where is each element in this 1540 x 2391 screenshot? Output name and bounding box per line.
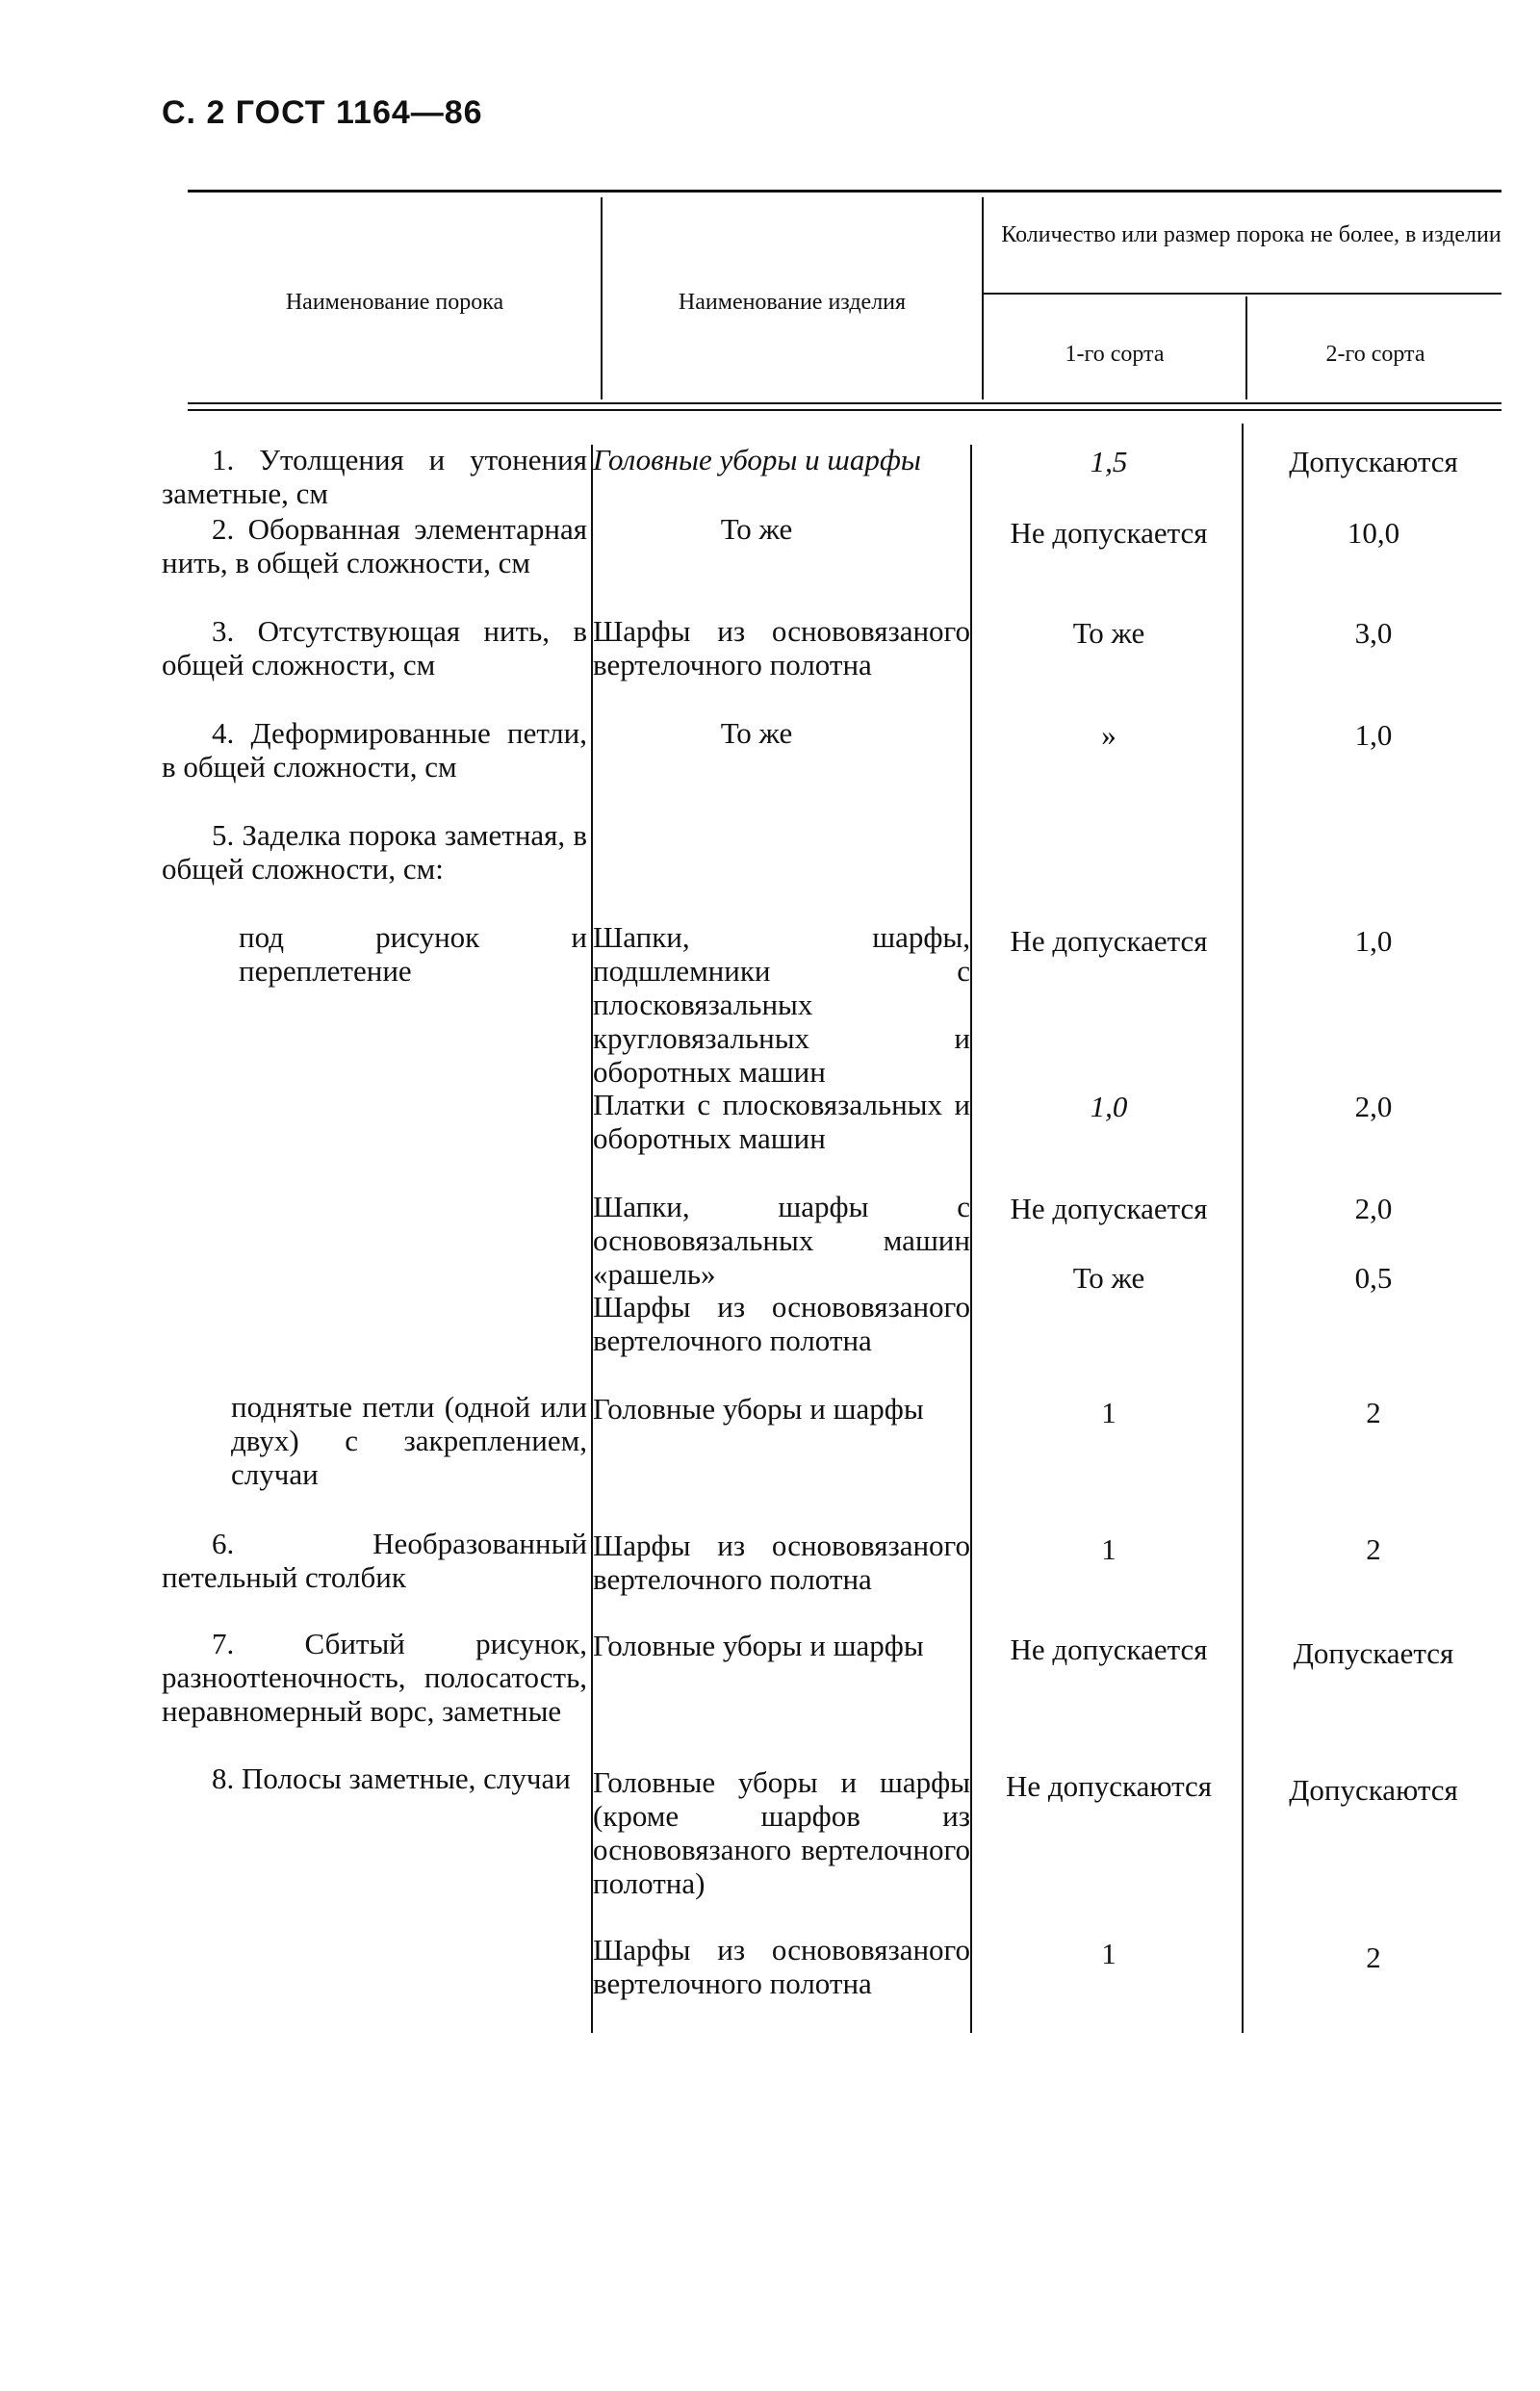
row5b-item: Платки с плосковязальных и оборотных машин — [593, 1088, 970, 1155]
row5a-grade2: 1,0 — [1354, 924, 1393, 958]
page-header: С. 2 ГОСТ 1164—86 — [162, 94, 483, 131]
row1-grade2: Допускаются — [1289, 445, 1458, 478]
row5a-grade1: Не допускается — [1010, 924, 1208, 958]
row1-item: Головные уборы и шарфы — [593, 443, 921, 476]
column-header-item: Наименование изделия — [678, 290, 907, 315]
row3-grade2: 3,0 — [1354, 616, 1393, 650]
row2-item: То же — [720, 512, 793, 546]
row2-grade2: 10,0 — [1347, 516, 1400, 550]
row5c-grade2: 2,0 — [1354, 1192, 1393, 1225]
row5c-item: Шапки, шарфы с основовязальных машин «рашель» — [593, 1190, 970, 1291]
row4-grade1: » — [1101, 718, 1116, 752]
row8-defect: 8. Полосы заметные, случаи — [212, 1761, 571, 1795]
header-bottom-rule-double — [188, 409, 1502, 411]
row7-grade1: Не допускается — [1010, 1633, 1208, 1666]
row4-defect: 4. Деформированные петли, в общей сложности, см — [162, 716, 587, 784]
column-header-defect: Наименование порока — [285, 290, 504, 315]
body-divider-2 — [970, 445, 972, 2033]
row8-grade1: Не допускаются — [1005, 1769, 1213, 1803]
row4-item: То же — [720, 716, 793, 750]
row8b-grade1: 1 — [1101, 1937, 1116, 1970]
row5e-grade2: 2 — [1366, 1396, 1381, 1429]
row6-grade2: 2 — [1366, 1532, 1381, 1566]
row7-defect: 7. Сбитый рисунок, разноотteночность, полосатость, неравномерный ворс, заметные — [162, 1627, 587, 1728]
table-top-rule — [188, 190, 1502, 193]
row6-item: Шарфы из основовязаного вертелочного полотна — [593, 1529, 970, 1596]
row4-grade2: 1,0 — [1354, 718, 1393, 752]
row2-defect: 2. Оборванная элементарная нить, в общей сложности, см — [162, 512, 587, 579]
row5-defect: 5. Заделка порока заметная, в общей сложности, см: — [162, 818, 587, 886]
row8-grade2: Допускаются — [1289, 1773, 1458, 1807]
row3-defect: 3. Отсутствующая нить, в общей сложности, см — [162, 614, 587, 681]
row5e-item: Головные уборы и шарфы — [593, 1392, 924, 1426]
row5b-grade2: 2,0 — [1354, 1090, 1393, 1123]
row1-grade1: 1,5 — [1090, 445, 1128, 478]
row6-defect: 6. Необразованный петельный столбик — [162, 1527, 587, 1594]
row5d-grade2: 0,5 — [1354, 1261, 1393, 1295]
row5e-grade1: 1 — [1101, 1396, 1116, 1429]
row5d-item: Шарфы из основовязаного вертелочного полотна — [593, 1290, 970, 1357]
row8b-grade2: 2 — [1366, 1941, 1381, 1974]
row3-grade1: То же — [1072, 616, 1145, 650]
row1-defect: 1. Утолщения и утонения заметные, см — [162, 443, 587, 510]
row5e-defect: поднятые петли (одной или двух) с закреплением, случаи — [231, 1390, 587, 1491]
column-header-grade2: 2-го сорта — [1325, 342, 1425, 367]
row8-item: Головные уборы и шарфы (кроме шарфов из основовязаного вертелочного полотна) — [593, 1765, 970, 1900]
row5b-grade1: 1,0 — [1090, 1090, 1128, 1123]
header-bottom-rule — [188, 402, 1502, 404]
row5d-grade1: То же — [1072, 1261, 1145, 1295]
column-header-grade1: 1-го сорта — [1065, 342, 1165, 367]
row6-grade1: 1 — [1101, 1532, 1116, 1566]
row5a-item: Шапки, шарфы, подшлемники с плосковязальных кругловязальных и оборотных машин — [593, 920, 970, 1089]
row7-grade2: Допускается — [1293, 1636, 1454, 1670]
column-divider-3 — [1245, 296, 1247, 399]
column-divider-2 — [982, 197, 984, 399]
row2-grade1: Не допускается — [1010, 516, 1208, 550]
column-header-limit-group: Количество или размер порока не более, в изделии — [1001, 222, 1502, 247]
group-header-rule — [984, 293, 1502, 295]
row5c-grade1: Не допускается — [1010, 1192, 1208, 1225]
row8b-item: Шарфы из основовязаного вертелочного полотна — [593, 1933, 970, 2000]
row3-item: Шарфы из основовязаного вертелочного полотна — [593, 614, 970, 681]
column-divider-1 — [601, 197, 603, 399]
row5a-defect: под рисунок и переплетение — [239, 920, 587, 988]
row7-item: Головные уборы и шарфы — [593, 1629, 924, 1662]
